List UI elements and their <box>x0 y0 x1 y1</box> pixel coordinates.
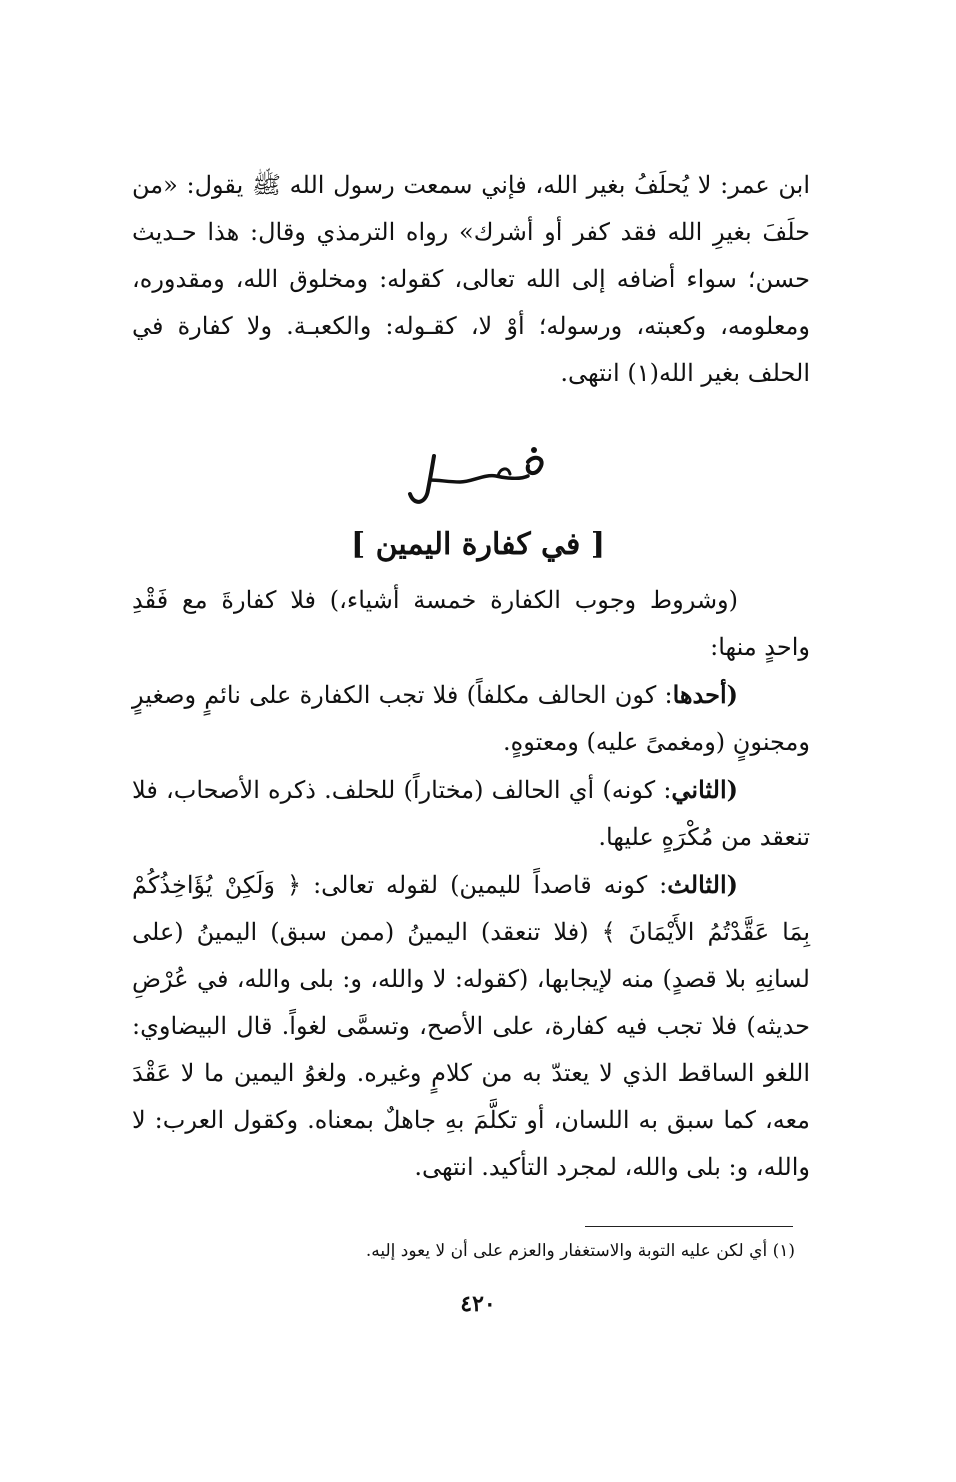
paragraph-lead: (أحدها <box>672 680 738 709</box>
paragraph-text: (وشروط وجوب الكفارة خمسة أشياء،) فلا كفارةَ مع فَقْدِ واحدٍ منها: <box>132 586 810 661</box>
paragraph-lead: (الثاني <box>671 775 738 804</box>
paragraph-lead: (الثالث <box>667 870 738 899</box>
intro-paragraph-block <box>132 162 810 397</box>
paragraph-third-condition <box>132 861 810 1191</box>
paragraph-text: : كون الحالف مكلفاً) فلا تجب الكفارة على نائمٍ وصغيرٍ ومجنونٍ (ومغمىً عليه) ومعتوهٍ. <box>132 681 810 756</box>
section-heading-calligraphy <box>400 446 550 516</box>
footnote-divider <box>585 1226 793 1227</box>
footnote: (١) أي لكن عليه التوبة والاستغفار والعزم على أن لا يعود إليه. <box>365 1241 795 1261</box>
section-title: [ في كفارة اليمين ] <box>350 527 606 562</box>
page-number: ٤٢٠ <box>460 1291 496 1317</box>
paragraph-second-condition <box>132 766 810 861</box>
section-body <box>132 576 810 1191</box>
intro-paragraph: ابن عمر: لا يُحلَفُ بغير الله، فإني سمعت رسول الله ﷺ يقول: «من حلَفَ بغيرِ الله فقد كفر أو أشرك» رواه الترمذي وقال: هذا حـديث حسن؛ سواء أضافه إلى الله تعالى، كقوله: ومخلوق الله، ومقدوره، ومعلومه، وكعبته، ورسوله؛ أوْ لا، كقـوله: والكعبـة. ولا كفارة في الحلف بغير الله(١) انتهى. <box>132 171 810 387</box>
paragraph-text: : كونه قاصداً لليمين) لقوله تعالى: ﴿ وَلَكِنْ يُؤَاخِذُكُمْ بِمَا عَقَّدْتُمُ الأَيْمَانَ ﴾ (فلا تنعقد) اليمينُ (ممن سبق) اليمينُ (على لسانِهِ بلا قصدٍ) منه لإيجابها، (كقوله: لا والله، و: بلى والله، في عُرْضِ حديثه) فلا تجب فيه كفارة، على الأصح، وتسمَّى لغواً. قال البيضاوي: اللغو الساقط الذي لا يعتدّ به من كلامٍ وغيره. ولغوُ اليمين ما لا عَقْدَ معه، كما سبق به اللسان، أو تكلَّمَ بهِ جاهلٌ بمعناه. وكقول العرب: لا والله، و: بلى والله، لمجرد التأكيد. انتهى. <box>132 871 810 1181</box>
paragraph-first-condition <box>132 671 810 766</box>
paragraph-conditions <box>132 576 810 671</box>
paragraph-text: : كونه) أي الحالف (مختاراً) للحلف. ذكره الأصحاب، فلا تنعقد من مُكْرَهٍ عليها. <box>132 776 810 851</box>
